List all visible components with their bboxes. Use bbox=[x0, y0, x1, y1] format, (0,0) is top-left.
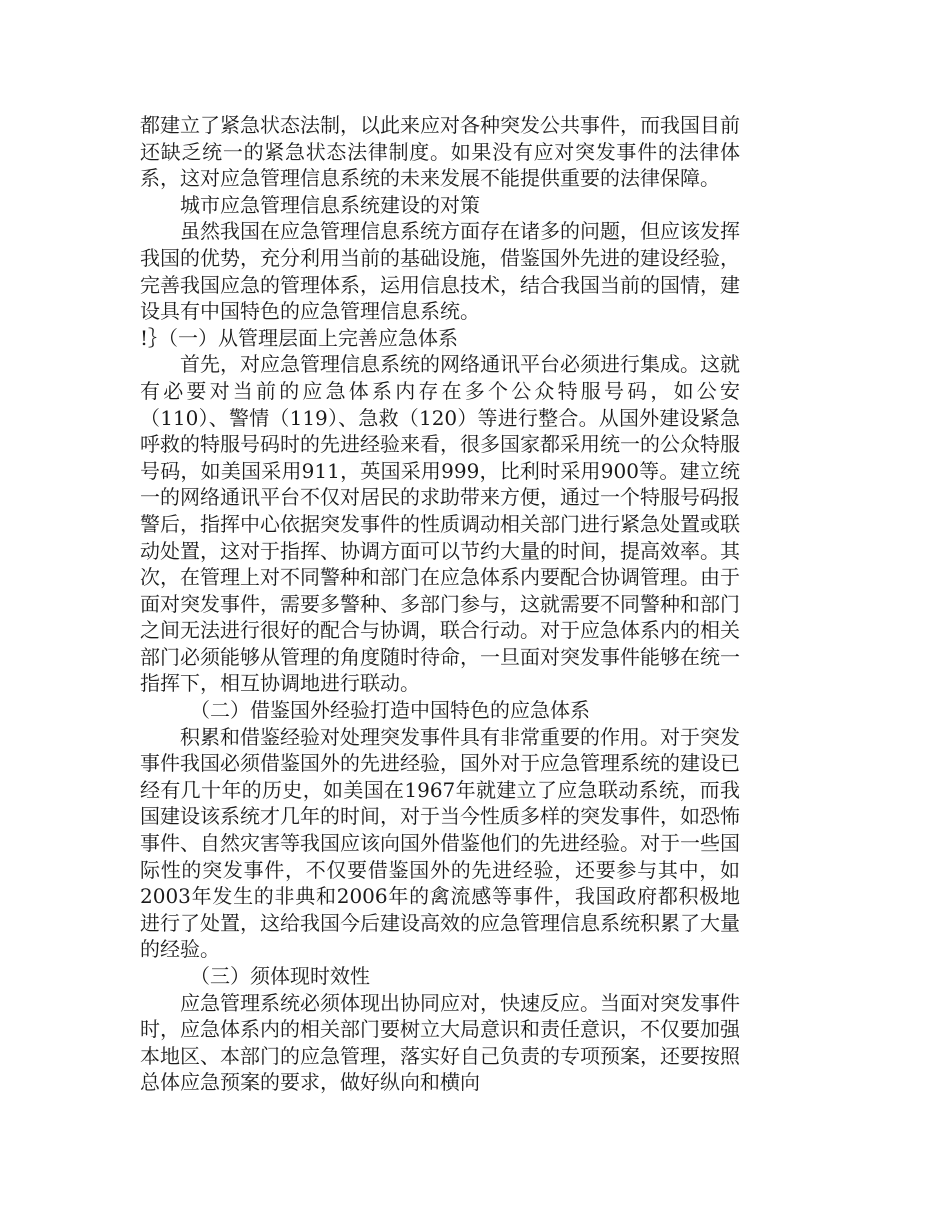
paragraph-timeliness: 应急管理系统必须体现出协同应对，快速反应。当面对突发事件时，应急体系内的相关部门要树立大局意识和责任意识，不仅要加强本地区、本部门的应急管理，落实好自己负责的专项预案，还要按照总体应急预案的要求，做好纵向和横向 bbox=[140, 990, 740, 1095]
subheading-foreign-experience: （二）借鉴国外经验打造中国特色的应急体系 bbox=[190, 698, 590, 723]
section-heading-countermeasures: 城市应急管理信息系统建设的对策 bbox=[180, 192, 480, 217]
paragraph-foreign-experience: 积累和借鉴经验对处理突发事件具有非常重要的作用。对于突发事件我国必须借鉴国外的先进经验，国外对于应急管理系统的建设已经有几十年的历史，如美国在1967年就建立了应急联动系统，而我国建设该系统才几年的时间，对于当今性质多样的突发事件，如恐怖事件、自然灾害等我国应该向国外借鉴他们的先进经验。对于一些国际性的突发事件，不仅要借鉴国外的先进经验，还要参与其中，如2003年发生的非典和2006年的禽流感等事件，我国政府都积极地进行了处置，这给我国今后建设高效的应急管理信息系统积累了大量的经验。 bbox=[140, 724, 740, 962]
paragraph-continued: 都建立了紧急状态法制，以此来应对各种突发公共事件，而我国目前还缺乏统一的紧急状态法律制度。如果没有应对突发事件的法律体系，这对应急管理信息系统的未来发展不能提供重要的法律保障。 bbox=[140, 113, 740, 191]
document-page bbox=[140, 112, 740, 1096]
subheading-management-system: !｝（一）从管理层面上完善应急体系 bbox=[140, 325, 459, 350]
paragraph-intro: 虽然我国在应急管理信息系统方面存在诸多的问题，但应该发挥我国的优势，充分利用当前的基础设施，借鉴国外先进的建设经验，完善我国应急的管理体系，运用信息技术，结合我国当前的国情，建设具有中国特色的应急管理信息系统。 bbox=[140, 219, 740, 324]
paragraph-management: 首先，对应急管理信息系统的网络通讯平台必须进行集成。这就有必要对当前的应急体系内存在多个公众特服号码，如公安（110）、警情（119）、急救（120）等进行整合。从国外建设紧急呼救的特服号码时的先进经验来看，很多国家都采用统一的公众特服号码，如美国采用911，英国采用999，比利时采用900等。建立统一的网络通讯平台不仅对居民的求助带来方便，通过一个特服号码报警后，指挥中心依据突发事件的性质调动相关部门进行紧急处置或联动处置，这对于指挥、协调方面可以节约大量的时间，提高效率。其次，在管理上对不同警种和部门在应急体系内要配合协调管理。由于面对突发事件，需要多警种、多部门参与，这就需要不同警种和部门之间无法进行很好的配合与协调，联合行动。对于应急体系内的相关部门必须能够从管理的角度随时待命，一旦面对突发事件能够在统一指挥下，相互协调地进行联动。 bbox=[140, 352, 740, 696]
subheading-timeliness: （三）须体现时效性 bbox=[190, 964, 370, 988]
